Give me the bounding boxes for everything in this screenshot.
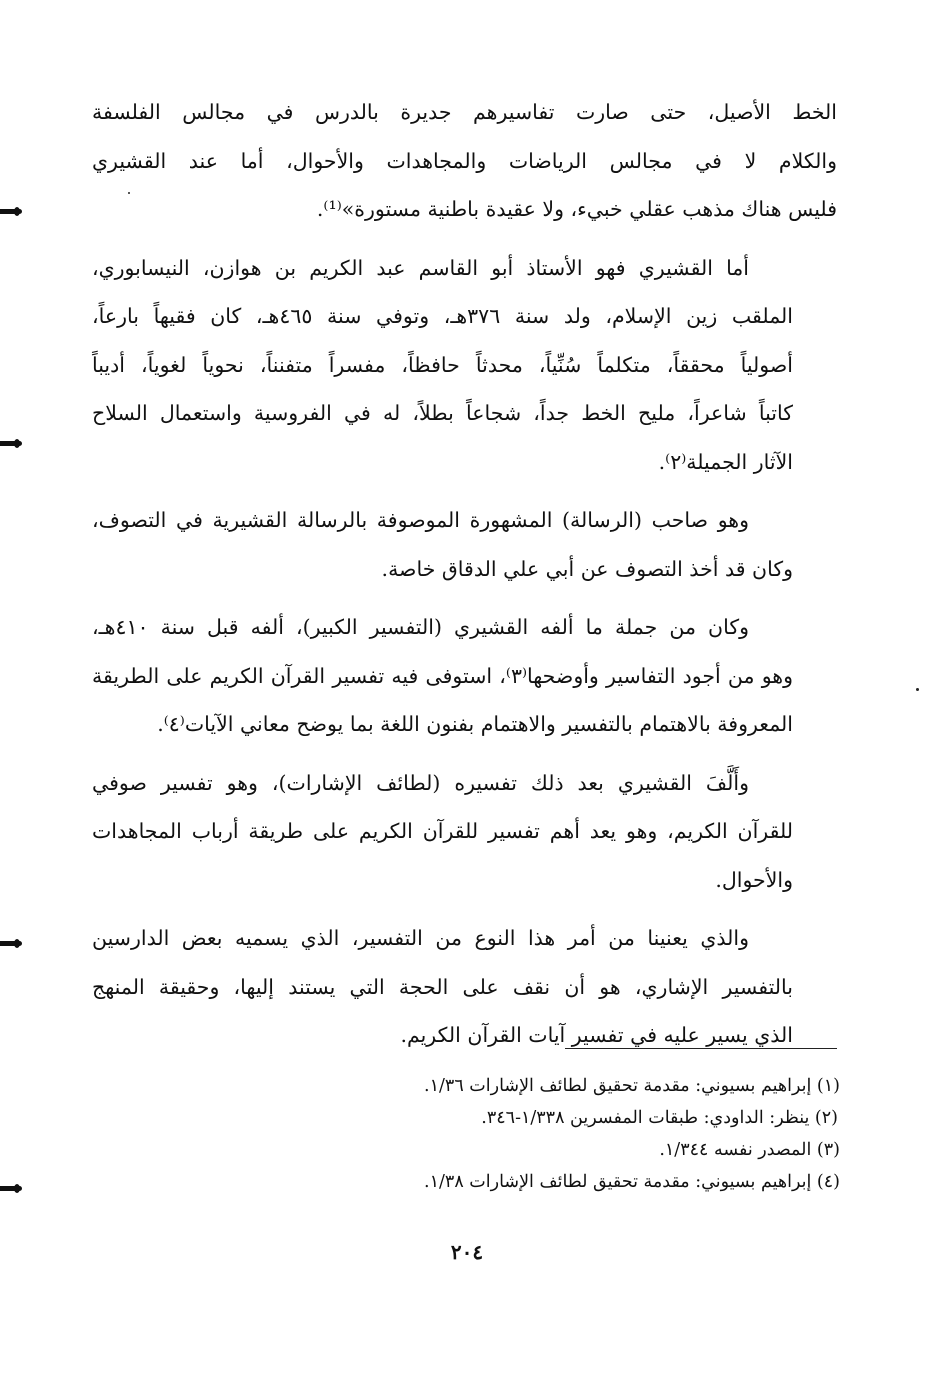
text-line: فليس هناك مذهب عقلي خبيء، ولا عقيدة باطنية مستورة»⁽¹⁾.: [316, 197, 837, 221]
text-line: والكلام لا في مجالس الرياضات والمجاهدات والأحوال، أما عند القشيري: [92, 148, 837, 173]
binding-mark: [0, 441, 22, 446]
paragraph: [92, 244, 837, 487]
text-line: وهو من أجود التفاسير وأوضحها⁽٣⁾، استوفى فيه تفسير القرآن الكريم على الطريقة: [92, 663, 793, 688]
paragraph: [92, 759, 837, 905]
text-line: المعروفة بالاهتمام بالتفسير والاهتمام بفنون اللغة بما يوضح معاني الآيات⁽٤⁾.: [157, 712, 793, 736]
paragraph: [92, 603, 837, 749]
page-number: ٢٠٤: [450, 1240, 484, 1264]
text-line: للقرآن الكريم، وهو يعد أهم تفسير للقرآن الكريم على طريقة أرباب المجاهدات: [92, 819, 793, 843]
text-line: وأَلَّفَ القشيري بعد ذلك تفسيره (لطائف الإشارات)، وهو تفسير صوفي: [92, 770, 749, 795]
footnote-1: (١) إبراهيم بسيوني: مقدمة تحقيق لطائف الإشارات ١/٣٦.: [424, 1076, 840, 1096]
text-line: وكان من جملة ما ألفه القشيري (التفسير الكبير)، ألفه قبل سنة ٤١٠هـ،: [92, 615, 749, 639]
binding-mark: [0, 209, 22, 214]
text-line: الذي يسير عليه في تفسير آيات القرآن الكريم.: [400, 1023, 793, 1047]
scan-speck: [916, 688, 919, 691]
footnote-4: (٤) إبراهيم بسيوني: مقدمة تحقيق لطائف الإشارات ١/٣٨.: [424, 1172, 840, 1192]
binding-mark: [0, 1186, 22, 1191]
text-line: الملقب زين الإسلام، ولد سنة ٣٧٦هـ، وتوفي سنة ٤٦٥هـ، كان فقيهاً بارعاً،: [92, 304, 793, 328]
text-line: والذي يعنينا من أمر هذا النوع من التفسير، الذي يسميه بعض الدارسين: [92, 926, 749, 950]
text-line: بالتفسير الإشاري، هو أن نقف على الحجة التي يستند إليها، وحقيقة المنهج: [92, 974, 793, 999]
text-line: وهو صاحب (الرسالة) المشهورة الموصوفة بالرسالة القشيرية في التصوف،: [92, 508, 749, 532]
text-line: الخط الأصيل، حتى صارت تفاسيرهم جديرة بالدرس في مجالس الفلسفة: [92, 100, 837, 124]
paragraph: [92, 914, 837, 1060]
footnote-3: (٣) المصدر نفسه ١/٣٤٤.: [659, 1140, 840, 1160]
text-line: والأحوال.: [715, 867, 793, 892]
main-text: [92, 88, 837, 1070]
text-line: كاتباً شاعراً، مليح الخط جداً، شجاعاً بطلاً، له في الفروسية واستعمال السلاح: [92, 401, 793, 425]
text-line: أما القشيري فهو الأستاذ أبو القاسم عبد الكريم بن هوازن، النيسابوري،: [92, 255, 749, 280]
binding-mark: [0, 941, 22, 946]
text-line: وكان قد أخذ التصوف عن أبي علي الدقاق خاصة.: [381, 556, 793, 581]
paragraph: [92, 496, 837, 593]
text-line: أصولياً محققاً، متكلماً سُنِّياً، محدثاً حافظاً، مفسراً متفنناً، نحوياً لغوياً، أديباً: [92, 352, 793, 377]
footnote-2: (٢) ينظر: الداودي: طبقات المفسرين ١/٣٣٨-٣٤٦.: [481, 1108, 838, 1128]
paragraph: [92, 88, 837, 234]
footnote-separator: [565, 1048, 837, 1049]
footnotes: [200, 1070, 840, 1198]
text-line: الآثار الجميلة⁽٢⁾.: [658, 449, 793, 474]
